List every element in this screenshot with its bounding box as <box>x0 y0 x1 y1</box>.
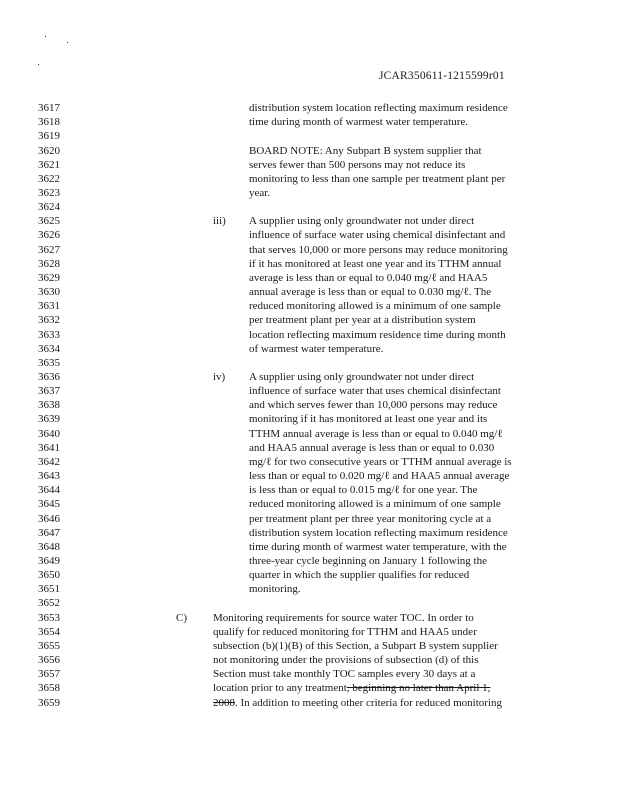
text-line: and which serves fewer than 10,000 persons may reduce <box>249 399 498 411</box>
text-line <box>213 683 490 694</box>
document-id: JCAR350611-1215599r01 <box>379 70 505 82</box>
text-line: average is less than or equal to 0.040 mg/ℓ and HAA5 <box>249 272 488 284</box>
text-line: influence of surface water that uses chemical disinfectant <box>249 385 501 397</box>
text-line: and HAA5 annual average is less than or equal to 0.030 <box>249 442 495 454</box>
text-line: time during month of warmest water temperature. <box>249 116 469 128</box>
struck-text: 2008 <box>213 697 235 709</box>
line-number: 3629 <box>38 272 60 284</box>
text-line: is less than or equal to 0.015 mg/ℓ for one year. The <box>249 484 478 496</box>
text-line: reduced monitoring allowed is a minimum of one sample <box>249 498 501 510</box>
struck-text: , beginning no later than April 1, <box>346 682 491 694</box>
line-number: 3624 <box>38 201 60 213</box>
text-line: serves fewer than 500 persons may not reduce its <box>249 159 466 171</box>
text-line: Monitoring requirements for source water TOC. In order to <box>213 612 474 624</box>
text-line: BOARD NOTE: Any Subpart B system supplier that <box>249 145 482 157</box>
line-number: 3630 <box>38 286 60 298</box>
text-line: A supplier using only groundwater not under direct <box>249 215 475 227</box>
line-number: 3657 <box>38 668 60 680</box>
text-line: if it has monitored at least one year and its TTHM annual <box>249 258 502 270</box>
line-number: 3623 <box>38 187 60 199</box>
text-run: . In addition to meeting other criteria for reduced monitoring <box>235 697 502 709</box>
line-number: 3626 <box>38 229 60 241</box>
scan-speck <box>45 36 46 37</box>
line-number: 3653 <box>38 612 60 624</box>
text-line: that serves 10,000 or more persons may reduce monitoring <box>249 244 508 256</box>
line-number: 3638 <box>38 399 60 411</box>
text-line: of warmest water temperature. <box>249 343 384 355</box>
text-line: annual average is less than or equal to 0.030 mg/ℓ. The <box>249 286 492 298</box>
text-line: per treatment plant per year at a distribution system <box>249 314 476 326</box>
line-number: 3622 <box>38 173 60 185</box>
text-line: reduced monitoring allowed is a minimum of one sample <box>249 300 501 312</box>
line-number: 3618 <box>38 116 60 128</box>
text-line: time during month of warmest water temperature, with the <box>249 541 507 553</box>
line-number: 3637 <box>38 385 60 397</box>
text-line: monitoring if it has monitored at least one year and its <box>249 413 488 425</box>
text-line: not monitoring under the provisions of subsection (d) of this <box>213 654 479 666</box>
line-number: 3640 <box>38 428 60 440</box>
text-line: monitoring. <box>249 583 301 595</box>
line-number: 3644 <box>38 484 60 496</box>
line-number: 3656 <box>38 654 60 666</box>
line-number: 3650 <box>38 569 60 581</box>
line-number: 3621 <box>38 159 60 171</box>
line-number: 3628 <box>38 258 60 270</box>
line-number: 3632 <box>38 314 60 326</box>
line-number: 3655 <box>38 640 60 652</box>
scan-speck <box>38 64 39 65</box>
item-label: iii) <box>213 215 226 227</box>
text-line: distribution system location reflecting maximum residence <box>249 527 508 539</box>
line-number: 3619 <box>38 130 60 142</box>
text-line: A supplier using only groundwater not under direct <box>249 371 475 383</box>
line-number: 3634 <box>38 343 60 355</box>
line-number: 3617 <box>38 102 60 114</box>
text-line <box>213 698 502 709</box>
text-line: per treatment plant per three year monitoring cycle at a <box>249 513 492 525</box>
text-line: TTHM annual average is less than or equal to 0.040 mg/ℓ <box>249 428 503 440</box>
text-line: year. <box>249 187 271 199</box>
item-label: C) <box>176 612 187 624</box>
text-line: monitoring to less than one sample per treatment plant per <box>249 173 506 185</box>
text-line: qualify for reduced monitoring for TTHM and HAA5 under <box>213 626 477 638</box>
line-number: 3639 <box>38 413 60 425</box>
text-line: influence of surface water using chemical disinfectant and <box>249 229 506 241</box>
text-line: Section must take monthly TOC samples every 30 days at a <box>213 668 476 680</box>
scan-speck <box>67 42 68 43</box>
text-line: subsection (b)(1)(B) of this Section, a Subpart B system supplier <box>213 640 498 652</box>
line-number: 3645 <box>38 498 60 510</box>
line-number: 3648 <box>38 541 60 553</box>
text-line: mg/ℓ for two consecutive years or TTHM annual average is <box>249 456 512 468</box>
text-line: less than or equal to 0.020 mg/ℓ and HAA5 annual average <box>249 470 510 482</box>
line-number: 3625 <box>38 215 60 227</box>
line-number: 3633 <box>38 329 60 341</box>
line-number: 3658 <box>38 682 60 694</box>
line-number: 3635 <box>38 357 60 369</box>
item-label: iv) <box>213 371 226 383</box>
text-line: three-year cycle beginning on January 1 following the <box>249 555 487 567</box>
line-number: 3647 <box>38 527 60 539</box>
line-number: 3652 <box>38 597 60 609</box>
line-number: 3620 <box>38 145 60 157</box>
line-number: 3649 <box>38 555 60 567</box>
line-number: 3641 <box>38 442 60 454</box>
line-number: 3627 <box>38 244 60 256</box>
line-number: 3642 <box>38 456 60 468</box>
line-number: 3646 <box>38 513 60 525</box>
text-line: location reflecting maximum residence time during month <box>249 329 506 341</box>
line-number: 3631 <box>38 300 60 312</box>
line-number: 3636 <box>38 371 60 383</box>
line-number: 3659 <box>38 697 60 709</box>
text-line: distribution system location reflecting maximum residence <box>249 102 508 114</box>
line-number: 3651 <box>38 583 60 595</box>
line-number: 3654 <box>38 626 60 638</box>
text-run: location prior to any treatment <box>213 682 347 694</box>
line-number: 3643 <box>38 470 60 482</box>
text-line: quarter in which the supplier qualifies for reduced <box>249 569 470 581</box>
